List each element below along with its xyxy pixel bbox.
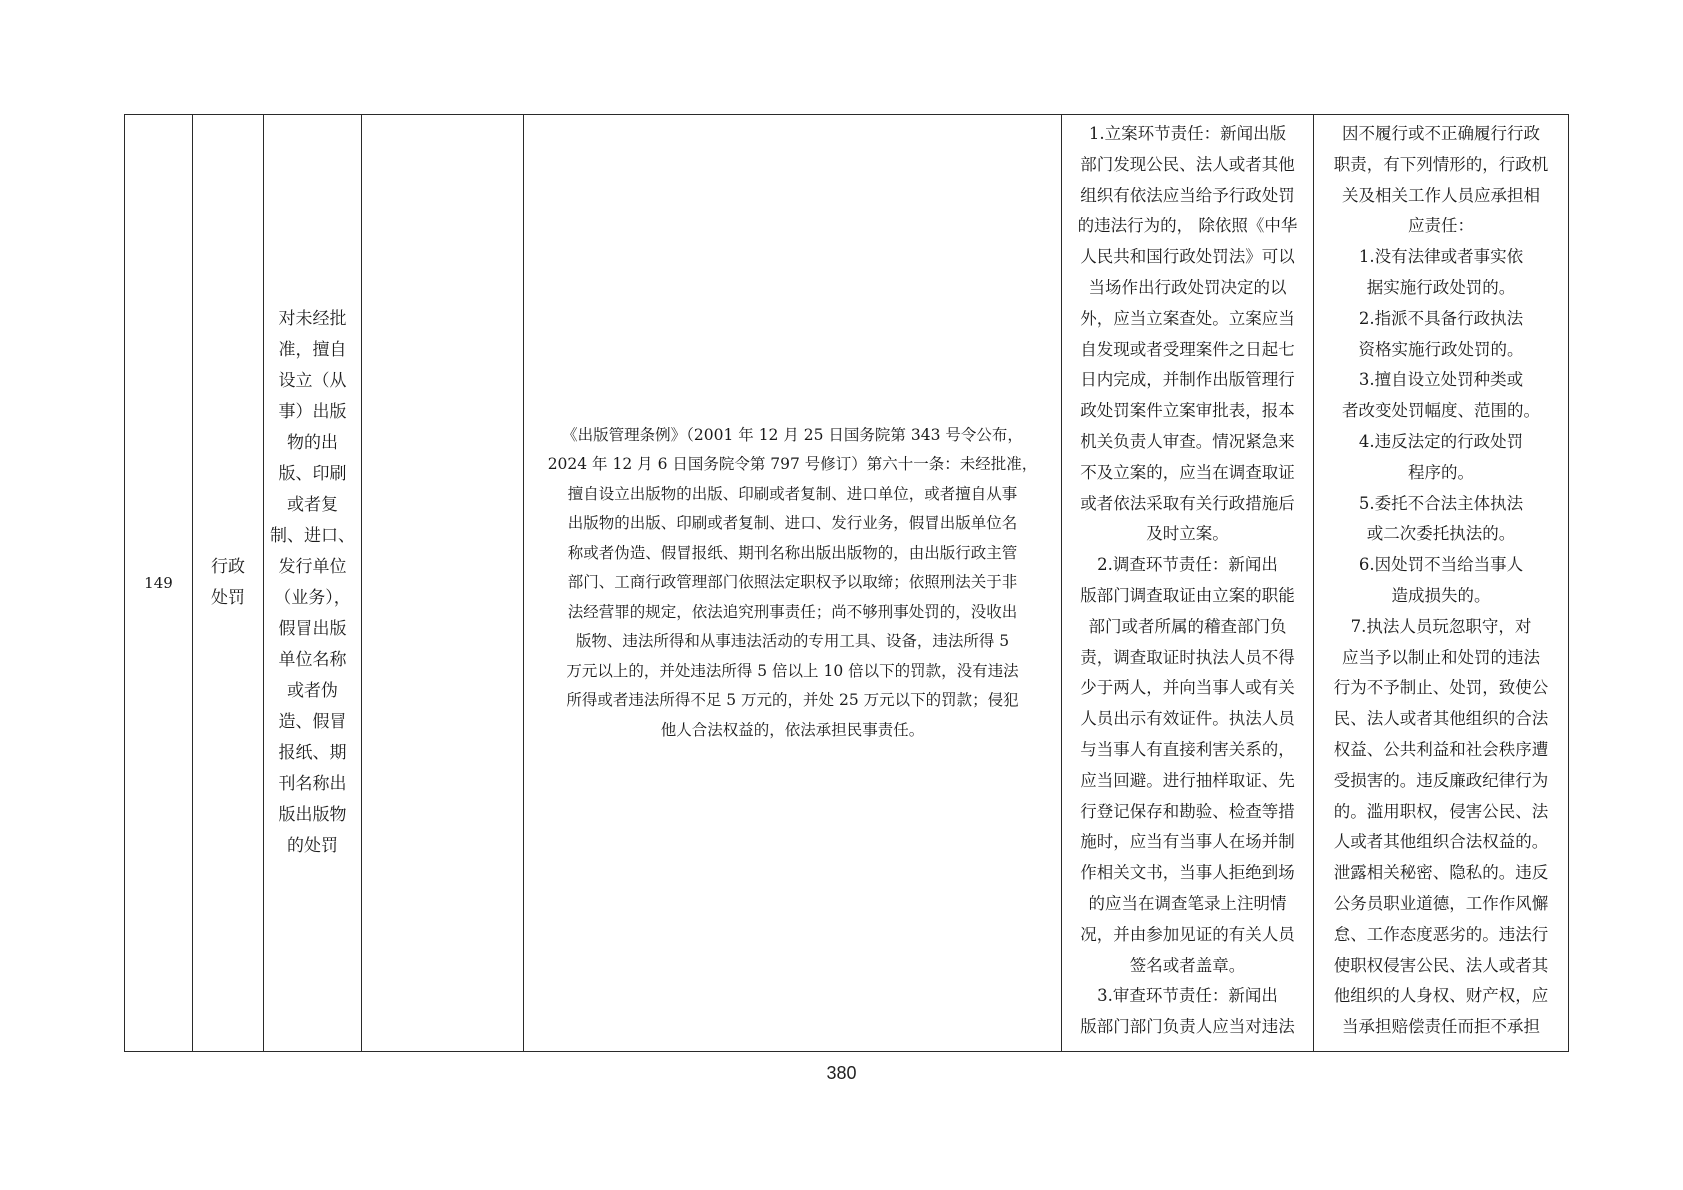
responsibility-line: 人民共和国行政处罚法》可以 — [1080, 247, 1295, 267]
item-name-line: 物的出 — [287, 433, 338, 453]
responsibility-line: 自发现或者受理案件之日起七 — [1080, 339, 1295, 359]
item-name-line: 单位名称 — [278, 650, 347, 670]
accountability-line: 权益、公共利益和社会秩序遭 — [1333, 739, 1549, 759]
item-name-line: 版出版物 — [278, 805, 347, 825]
responsibility-line: 人员出示有效证件。执法人员 — [1080, 709, 1295, 729]
accountability-line: 4.违反法定的行政处罚 — [1358, 431, 1524, 451]
responsibility-line: 3.审查环节责任：新闻出 — [1097, 986, 1278, 1006]
item-name-line: 版、印刷 — [278, 464, 347, 484]
responsibility-line: 及时立案。 — [1146, 524, 1229, 544]
accountability-line: 或二次委托执法的。 — [1366, 524, 1516, 544]
accountability-line: 泄露相关秘密、隐私的。违反 — [1333, 863, 1549, 883]
legal-basis-line: 部门、工商行政管理部门依照法定职权予以取缔；依照刑法关于非 — [567, 573, 1018, 592]
row-number-cell — [125, 115, 193, 1052]
responsibility-cell — [1062, 115, 1314, 1052]
accountability-line: 造成损失的。 — [1391, 585, 1491, 605]
item-name-line: 事）出版 — [278, 402, 347, 422]
item-name-line: 造、假冒 — [278, 712, 347, 732]
accountability-line: 关及相关工作人员应承担相 — [1342, 185, 1540, 205]
item-name-line: 假冒出版 — [278, 619, 347, 639]
item-name-line: 制、进口、 — [270, 526, 355, 546]
responsibility-line: 施时，应当有当事人在场并制 — [1080, 832, 1295, 852]
accountability-line: 应当予以制止和处罚的违法 — [1342, 647, 1540, 667]
power-type-cell — [193, 115, 264, 1052]
responsibility-line: 作相关文书，当事人拒绝到场 — [1080, 863, 1295, 883]
power-list-table — [124, 114, 1569, 1052]
responsibility-line: 少于两人，并向当事人或有关 — [1080, 678, 1295, 698]
responsibility-line: 的应当在调查笔录上注明情 — [1088, 893, 1287, 913]
page-number: 380 — [826, 1063, 857, 1083]
accountability-line: 人或者其他组织合法权益的。 — [1333, 832, 1549, 852]
responsibility-line: 版部门调查取证由立案的职能 — [1080, 585, 1295, 605]
accountability-line: 应责任： — [1408, 216, 1474, 236]
accountability-line: 据实施行政处罚的。 — [1366, 277, 1516, 297]
accountability-cell — [1314, 115, 1569, 1052]
responsibility-line: 签名或者盖章。 — [1129, 955, 1246, 975]
item-name-line: 对未经批 — [278, 309, 347, 329]
accountability-line: 7.执法人员玩忽职守，对 — [1350, 616, 1532, 636]
responsibility-line: 当场作出行政处罚决定的以 — [1088, 277, 1287, 297]
legal-basis-line: 法经营罪的规定，依法追究刑事责任；尚不够刑事处罚的，没收出 — [567, 602, 1018, 621]
responsibility-line: 应当回避。进行抽样取证、先 — [1080, 770, 1295, 790]
legal-basis-line: 擅自设立出版物的出版、印刷或者复制、进口单位，或者擅自从事 — [567, 484, 1018, 503]
responsibility-line: 政处罚案件立案审批表，报本 — [1080, 401, 1295, 421]
item-name-line: （业务）， — [274, 588, 351, 608]
power-type-line: 行政 — [211, 557, 245, 577]
accountability-line: 2.指派不具备行政执法 — [1358, 308, 1524, 328]
accountability-line: 3.擅自设立处罚种类或 — [1358, 370, 1524, 390]
responsibility-line: 部门发现公民、法人或者其他 — [1080, 154, 1295, 174]
accountability-line: 因不履行或不正确履行行政 — [1342, 124, 1540, 143]
responsibility-line: 与当事人有直接利害关系的， — [1080, 739, 1295, 759]
legal-basis-line: 万元以上的，并处违法所得 5 倍以上 10 倍以下的罚款，没有违法 — [566, 661, 1019, 680]
item-name-line: 报纸、期 — [278, 743, 347, 763]
responsibility-line: 不及立案的，应当在调查取证 — [1080, 462, 1295, 482]
legal-basis-line: 出版物的出版、印刷或者复制、进口、发行业务，假冒出版单位名 — [567, 514, 1018, 533]
accountability-line: 程序的。 — [1408, 462, 1474, 482]
legal-basis-line: 他人合法权益的，依法承担民事责任。 — [660, 720, 925, 739]
item-name-cell — [264, 115, 362, 1052]
item-name-line: 或者伪 — [287, 681, 338, 701]
accountability-line: 6.因处罚不当给当事人 — [1358, 555, 1524, 575]
legal-basis-line: 所得或者违法所得不足 5 万元的，并处 25 万元以下的罚款；侵犯 — [566, 691, 1019, 710]
responsibility-line: 外，应当立案查处。立案应当 — [1080, 308, 1295, 328]
accountability-line: 的。滥用职权，侵害公民、法 — [1333, 801, 1549, 821]
accountability-line: 他组织的人身权、财产权，应 — [1333, 986, 1549, 1006]
legal-basis-line: 《出版管理条例》（2001 年 12 月 25 日国务院第 343 号令公布， — [562, 425, 1023, 444]
responsibility-line: 1.立案环节责任：新闻出版 — [1088, 124, 1287, 143]
accountability-line: 受损害的。违反廉政纪律行为 — [1333, 770, 1549, 790]
accountability-line: 者改变处罚幅度、范围的。 — [1342, 401, 1540, 421]
responsibility-line: 或者依法采取有关行政措施后 — [1080, 493, 1295, 513]
accountability-line: 怠、工作态度恶劣的。违法行 — [1333, 924, 1549, 944]
accountability-line: 使职权侵害公民、法人或者其 — [1333, 955, 1549, 975]
responsibility-line: 组织有依法应当给予行政处罚 — [1080, 185, 1295, 205]
responsibility-line: 责，调查取证时执法人员不得 — [1080, 647, 1295, 667]
item-name-line: 准，擅自 — [278, 340, 347, 360]
legal-basis-cell — [524, 115, 1062, 1052]
accountability-line: 民、法人或者其他组织的合法 — [1333, 709, 1549, 729]
accountability-line: 当承担赔偿责任而拒不承担 — [1342, 1017, 1540, 1037]
accountability-line: 5.委托不合法主体执法 — [1358, 493, 1524, 513]
responsibility-line: 2.调查环节责任：新闻出 — [1097, 555, 1278, 575]
item-name-line: 发行单位 — [278, 557, 347, 577]
sub-item-cell — [362, 115, 524, 1052]
responsibility-line: 版部门部门负责人应当对违法 — [1080, 1017, 1295, 1037]
responsibility-line: 日内完成，并制作出版管理行 — [1080, 370, 1295, 390]
table-row — [125, 115, 1569, 1052]
row-number: 149 — [144, 574, 173, 592]
responsibility-line: 机关负责人审查。情况紧急来 — [1080, 431, 1295, 451]
legal-basis-line: 版物、违法所得和从事违法活动的专用工具、设备，违法所得 5 — [575, 632, 1010, 651]
item-name-line: 刊名称出 — [278, 774, 347, 794]
accountability-line: 1.没有法律或者事实依 — [1358, 247, 1524, 267]
accountability-line: 行为不予制止、处罚，致使公 — [1333, 678, 1549, 698]
item-name-line: 的处罚 — [287, 836, 338, 856]
legal-basis-line: 称或者伪造、假冒报纸、期刊名称出版出版物的，由出版行政主管 — [567, 543, 1018, 562]
power-type-line: 处罚 — [211, 588, 245, 608]
responsibility-line: 行登记保存和勘验、检查等措 — [1080, 801, 1295, 821]
legal-basis-line: 2024 年 12 月 6 日国务院令第 797 号修订）第六十一条：未经批准， — [547, 455, 1038, 474]
accountability-line: 资格实施行政处罚的。 — [1358, 339, 1524, 359]
responsibility-line: 部门或者所属的稽查部门负 — [1088, 616, 1287, 636]
item-name-line: 设立（从 — [278, 371, 347, 391]
accountability-line: 职责，有下列情形的，行政机 — [1333, 154, 1549, 174]
accountability-line: 公务员职业道德，工作作风懈 — [1333, 893, 1549, 913]
item-name-line: 或者复 — [287, 495, 338, 515]
responsibility-line: 况，并由参加见证的有关人员 — [1080, 924, 1295, 944]
responsibility-line: 的违法行为的， 除依照《中华 — [1077, 216, 1298, 236]
